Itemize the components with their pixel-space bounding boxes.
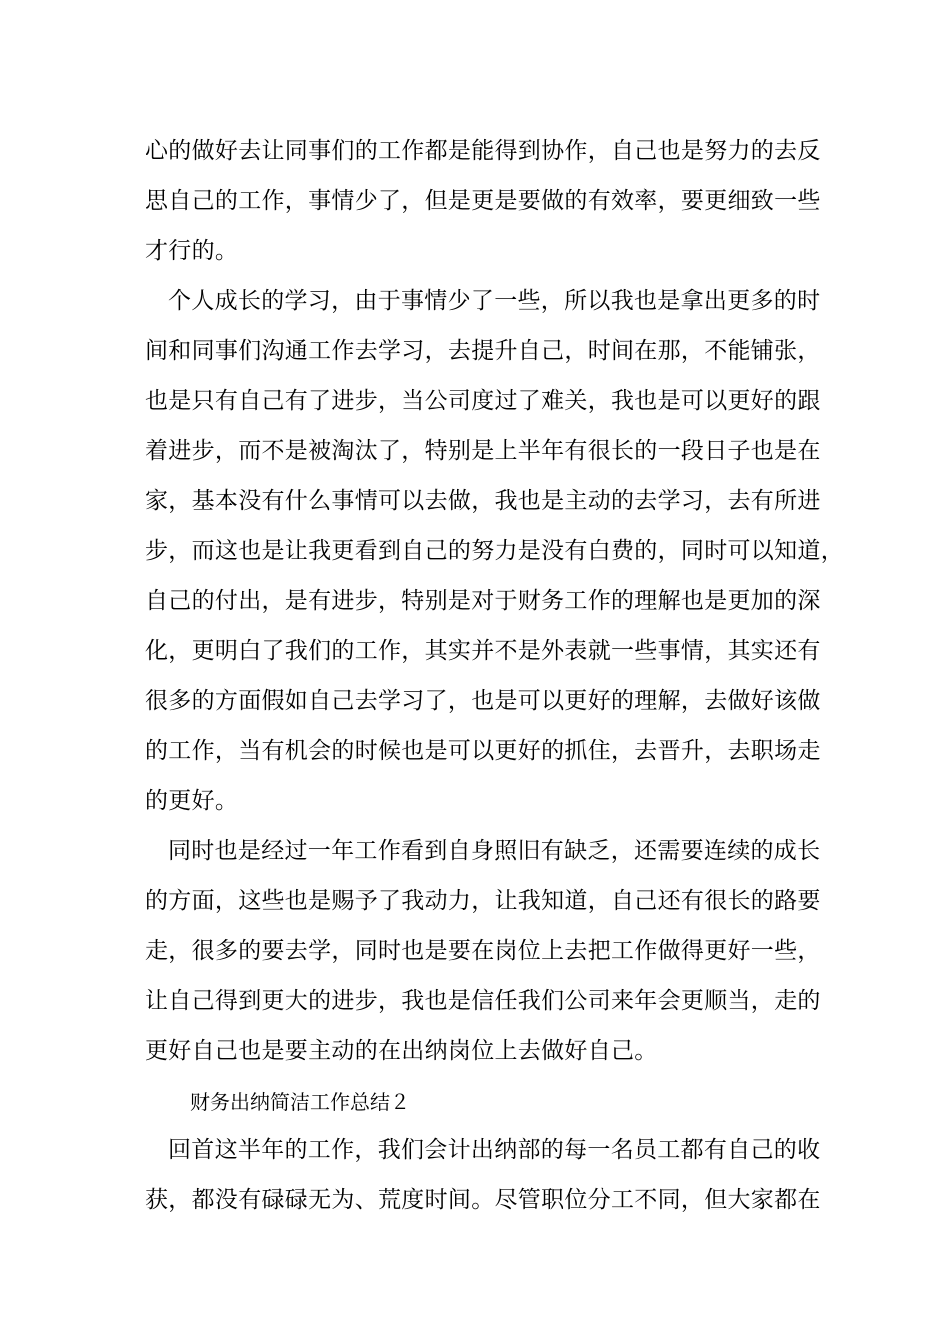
paragraph-3-line-4: 让自己得到更大的进步，我也是信任我们公司来年会更顺当，走的 xyxy=(145,988,821,1014)
paragraph-1-line-2: 思自己的工作，事情少了，但是更是要做的有效率，要更细致一些 xyxy=(145,188,821,214)
paragraph-2-line-8: 化，更明白了我们的工作，其实并不是外表就一些事情，其实还有 xyxy=(145,638,821,664)
paragraph-2-line-11: 的更好。 xyxy=(145,788,239,814)
paragraph-2-line-10: 的工作，当有机会的时候也是可以更好的抓住，去晋升，去职场走 xyxy=(145,738,821,764)
paragraph-2-line-5: 家，基本没有什么事情可以去做，我也是主动的去学习，去有所进 xyxy=(145,488,821,514)
paragraph-2-line-2: 间和同事们沟通工作去学习，去提升自己，时间在那，不能铺张， xyxy=(145,338,821,364)
paragraph-2-line-3: 也是只有自己有了进步，当公司度过了难关，我也是可以更好的跟 xyxy=(145,388,821,414)
paragraph-2-line-6: 步，而这也是让我更看到自己的努力是没有白费的，同时可以知道， xyxy=(145,538,844,564)
closing-paragraph-line-1: 回首这半年的工作，我们会计出纳部的每一名员工都有自己的收 xyxy=(168,1137,821,1163)
paragraph-3-line-3: 走，很多的要去学，同时也是要在岗位上去把工作做得更好一些， xyxy=(145,938,821,964)
paragraph-1-line-3: 才行的。 xyxy=(145,238,239,264)
paragraph-2-line-1: 个人成长的学习，由于事情少了一些，所以我也是拿出更多的时 xyxy=(168,288,821,314)
paragraph-3-line-1: 同时也是经过一年工作看到自身照旧有缺乏，还需要连续的成长 xyxy=(168,838,821,864)
paragraph-2-line-4: 着进步，而不是被淘汰了，特别是上半年有很长的一段日子也是在 xyxy=(145,438,821,464)
paragraph-2-line-7: 自己的付出，是有进步，特别是对于财务工作的理解也是更加的深 xyxy=(145,588,821,614)
paragraph-3-line-5: 更好自己也是要主动的在出纳岗位上去做好自己。 xyxy=(145,1038,658,1064)
closing-paragraph-line-2: 获，都没有碌碌无为、荒度时间。尽管职位分工不同，但大家都在 xyxy=(145,1187,821,1213)
paragraph-1-line-1: 心的做好去让同事们的工作都是能得到协作，自己也是努力的去反 xyxy=(145,138,821,164)
paragraph-3-line-2: 的方面，这些也是赐予了我动力，让我知道，自己还有很长的路要 xyxy=(145,888,821,914)
section-heading: 财务出纳简洁工作总结２ xyxy=(190,1090,410,1114)
paragraph-2-line-9: 很多的方面假如自己去学习了，也是可以更好的理解，去做好该做 xyxy=(145,688,821,714)
